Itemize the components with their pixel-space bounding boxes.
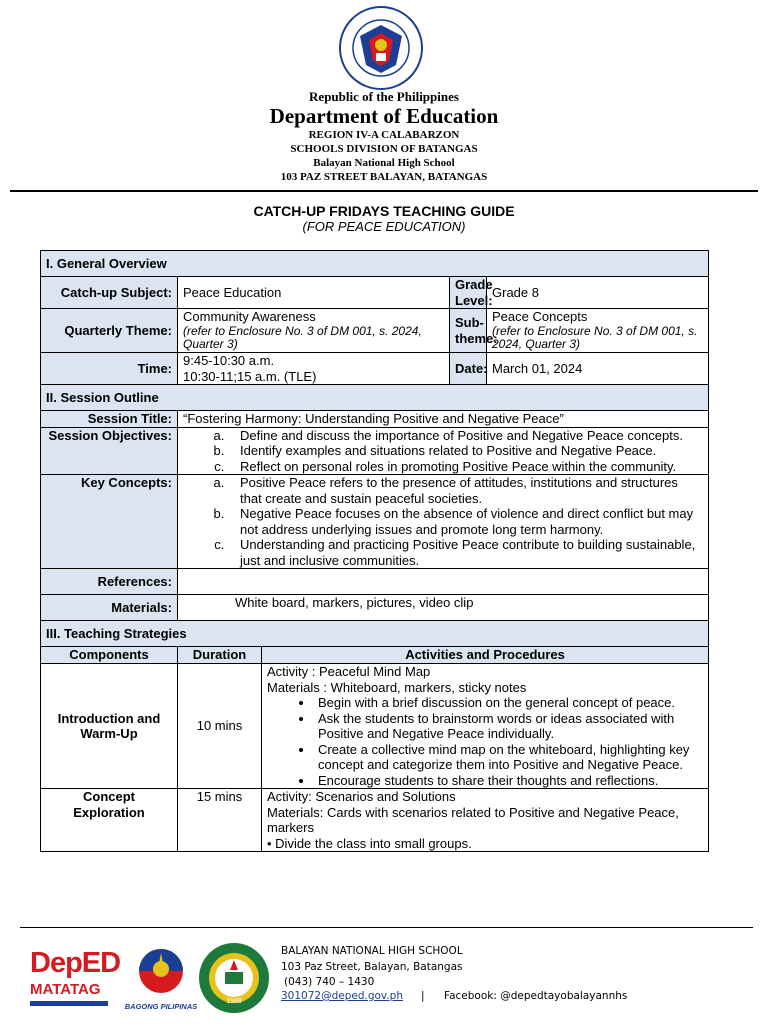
time-line-1: 9:45-10:30 a.m. [183,353,275,368]
theme-value: Community Awareness [183,309,316,324]
guide-title: CATCH-UP FRIDAYS TEACHING GUIDE [253,203,515,219]
concept-item: a. Positive Peace refers to the presence of attitudes, institutions and structures that create and sustain peaceful societies. [228,475,703,506]
footer-address: 103 Paz Street, Balayan, Batangas [281,961,463,973]
region-line: REGION IV-A CALABARZON [308,129,460,141]
subtheme-reference: (refer to Enclosure No. 3 of DM 001, s. 2024, Quarter 3) [492,323,698,351]
activity-materials: Materials: Cards with scenarios related to Positive and Negative Peace, markers [267,804,679,835]
theme-cell [178,309,450,353]
footer-facebook: Facebook: @depedtayobalayannhs [444,990,628,1002]
references-value [178,569,709,595]
subject-value: Peace Education [178,277,450,309]
objectives-label: Session Objectives: [41,427,178,475]
objective-item: a. Define and discuss the importance of Positive and Negative Peace concepts. [228,428,703,444]
concepts-list [183,475,703,568]
duration-exploration: 15 mins [178,789,262,852]
footer-school: BALAYAN NATIONAL HIGH SCHOOL [281,945,463,957]
matatag-wordmark: MATATAG [30,981,101,998]
section-strategies-heading: III. Teaching Strategies [41,621,709,647]
grade-value: Grade 8 [487,277,709,309]
step-item: • Encourage students to share their thoughts and reflections. [314,773,703,789]
school-seal [198,942,270,1014]
concept-item: b. Negative Peace focuses on the absence of violence and direct conflict but may not address underlying issues and promote long term harmony. [228,506,703,537]
bagong-pilipinas-text: BAGONG PILIPINAS [124,1002,198,1011]
guide-subtitle: (FOR PEACE EDUCATION) [302,219,466,234]
col-duration: Duration [178,647,262,664]
section-general-heading: I. General Overview [41,251,709,277]
footer-phone: (043) 740 – 1430 [284,976,375,988]
col-activities: Activities and Procedures [262,647,709,664]
header-rule [10,190,758,192]
time-line-2: 10:30-11;15 a.m. (TLE) [183,368,317,384]
objectives-cell [178,427,709,475]
time-label: Time: [41,353,178,385]
activities-exploration [262,789,709,852]
component-intro: Introduction and Warm-Up [41,664,178,789]
activity-materials: Materials : Whiteboard, markers, sticky notes [267,679,527,695]
address-line: 103 PAZ STREET BALAYAN, BATANGAS [280,171,488,183]
subject-label: Catch-up Subject: [41,277,178,309]
step-item: • Create a collective mind map on the whiteboard, highlighting key concept and categorize them into Positive and Negative Peace. [314,742,703,773]
objective-item: b. Identify examples and situations related to Positive and Negative Peace. [228,443,703,459]
footer-separator: | [421,990,425,1002]
component-exploration: Concept Exploration [41,789,178,852]
subtheme-label: Sub-theme: [450,309,487,353]
bagong-pilipinas-logo [120,945,202,1010]
republic-line: Republic of the Philippines [309,89,459,104]
department-title: Department of Education [269,104,499,128]
concepts-cell [178,475,709,569]
section-session-heading: II. Session Outline [41,385,709,411]
time-cell [178,353,450,385]
school-seal-year: 1988 [226,998,242,1005]
date-value: March 01, 2024 [487,353,709,385]
deped-matatag-logo [30,940,121,1010]
deped-wordmark: DepED [30,947,121,979]
session-title-label: Session Title: [41,411,178,428]
concept-item: c. Understanding and practicing Positive Peace contribute to building sustainable, just and inclusive communities. [228,537,703,568]
subtheme-value: Peace Concepts [492,309,588,324]
references-label: References: [41,569,178,595]
step-item: • Begin with a brief discussion on the general concept of peace. [314,695,703,711]
school-line: Balayan National High School [313,157,455,169]
step-item: • Ask the students to brainstorm words or ideas associated with Positive and Negative Peace individually. [314,711,703,742]
concepts-label: Key Concepts: [41,475,178,569]
subtheme-cell [487,309,709,353]
activity-title: Activity : Peaceful Mind Map [267,664,431,679]
steps-list [267,695,703,788]
date-label: Date: [450,353,487,385]
grade-label: Grade Level: [450,277,487,309]
theme-reference: (refer to Enclosure No. 3 of DM 001, s. 2024, Quarter 3) [183,323,422,351]
duration-intro: 10 mins [178,664,262,789]
deped-seal [338,5,424,91]
footer-email-link[interactable]: 301072@deped.gov.ph [281,990,403,1002]
logo-stripe [30,1001,108,1006]
bagong-pilipinas-emblem [120,945,202,997]
activity-step: • Divide the class into small groups. [267,835,472,851]
footer-rule [20,927,753,928]
materials-value: White board, markers, pictures, video clip [178,595,709,621]
activities-intro [262,664,709,789]
col-components: Components [41,647,178,664]
teaching-guide-table [40,250,709,852]
objective-item: c. Reflect on personal roles in promoting Positive Peace within the community. [228,459,703,475]
objectives-list [183,428,703,475]
session-title-value: “Fostering Harmony: Understanding Positive and Negative Peace” [178,411,709,428]
division-line: SCHOOLS DIVISION OF BATANGAS [290,143,478,155]
activity-title: Activity: Scenarios and Solutions [267,789,456,804]
materials-label: Materials: [41,595,178,621]
theme-label: Quarterly Theme: [41,309,178,353]
